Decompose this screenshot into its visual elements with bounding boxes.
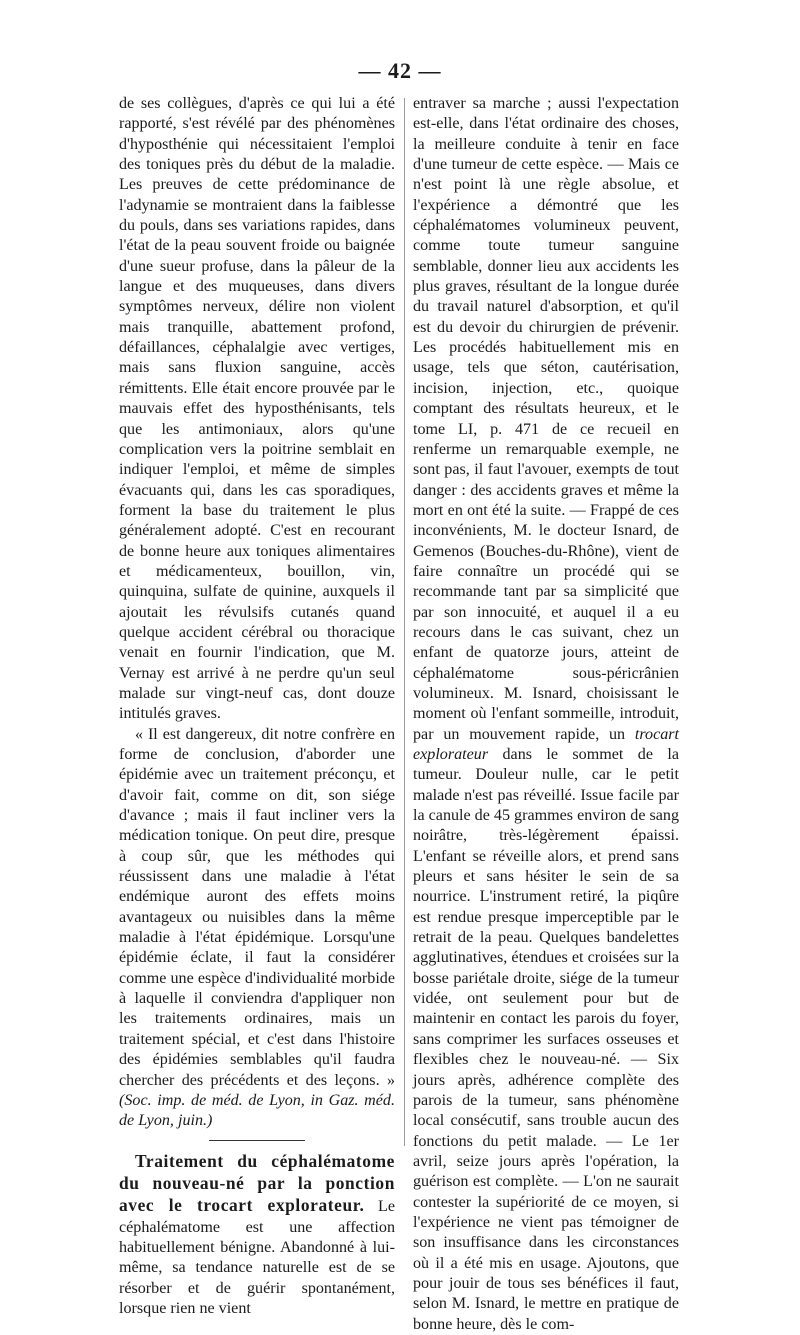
left-column	[119, 94, 395, 1319]
page-number: — 42 —	[358, 58, 442, 83]
right-paragraph	[413, 94, 679, 1335]
left-paragraph-2	[119, 725, 395, 1132]
trocart-explorateur-term: trocart explorateur	[413, 725, 680, 763]
section-paragraph	[119, 1151, 395, 1320]
right-text-part-1: entraver sa marche ; aussi l'expectation est-elle, dans l'état ordinaire des choses, la meilleure conduite à tenir en face d'une tumeur de cette espèce. — Mais ce n'est point là une règle absolue, et l'expérience a démontré que les céphalématomes volumineux peuvent, comme toute tumeur sanguine semblable, donner lieu aux accidents les plus graves, résultant de la longue durée du travail naturel d'absorption, et qu'il est du devoir du chirurgien de prévenir. Les procédés habituellement mis en usage, tels que séton, cautérisation, incision, injection, etc., quoique comptant des résultats heureux, et le tome LI, p. 471 de ce recueil en renferme un remarquable exemple, ne sont pas, il faut l'avouer, exempts de tout danger : des accidents graves et même la mort en ont été la suite. — Frappé de ces inconvénients, M. le docteur Isnard, de Gemenos (Bouches-du-Rhône), vient de faire connaître un procédé qui se recommande tant par sa simplicité que par son innocuité, et auquel il a eu recours dans le cas suivant, chez un enfant de quatorze jours, atteint de céphalématome sous-péricrânien volumineux. M. Isnard, choisissant le moment où l'enfant sommeille, introduit, par un mouvement rapide, un	[413, 95, 679, 743]
quoted-conclusion: « Il est dangereux, dit notre confrère en forme de conclusion, d'aborder une épidémie avec un traitement préconçu, et d'avoir fait, comme on dit, son siége d'avance ; mais il faut incliner vers la médication tonique. On peut dire, presque à coup sûr, que les méthodes qui réussissent dans une maladie à l'état endémique auront des effets moins avantageux ou nuisibles dans la même maladie à l'état épidémique. Lorsqu'une épidémie éclate, il faut la considérer comme une espèce d'individualité morbide à laquelle il conviendra d'appliquer non les traitements ordinaires, mais un traitement spécial, et c'est dans l'histoire des épidémies semblables qu'il faudra chercher des précédents et des leçons. »	[119, 725, 395, 1089]
left-paragraph-1: de ses collègues, d'après ce qui lui a été rapporté, s'est révélé par des phénomènes d'hyposthénie qui nécessitaient l'emploi des toniques près du début de la maladie. Les preuves de cette prédominance de l'adynamie se montraient dans la faiblesse du pouls, dans ses variations rapides, dans l'état de la peau souvent froide ou baignée d'une sueur profuse, dans la pâleur de la langue et des muqueuses, dans divers symptômes nerveux, délire non violent mais tranquille, abattement profond, défaillances, céphalalgie avec vertiges, mais sans fluxion sanguine, accès rémittents. Elle était encore prouvée par le mauvais effet des hyposthénisants, tels que les antimoniaux, alors qu'une complication vers la poitrine semblait en indiquer l'emploi, et même de simples évacuants qui, dans les cas sporadiques, forment la base du traitement le plus généralement adopté. C'est en recourant de bonne heure aux toniques alimentaires et médicamenteux, bouillon, vin, quinquina, sulfate de quinine, auxquels il ajoutait les révulsifs cutanés quand quelque accident cérébral ou thoracique venait en fournir l'indication, que M. Vernay est arrivé à ne perdre qu'un seul malade sur vingt-neuf cas, dont douze intitulés graves.	[119, 95, 395, 723]
column-divider	[404, 98, 405, 1146]
right-text-part-2: dans le sommet de la tumeur. Douleur nulle, car le petit malade n'est pas réveillé. Issue facile par la canule de 45 grammes environ de sang noirâtre, très-légèrement épaissi. L'enfant se réveille alors, et prend sans pleurs et sans hésiter le sein de sa nourrice. L'instrument retiré, la piqûre est rendue presque imperceptible par le retrait de la peau. Quelques bandelettes agglutinatives, étendues et croisées sur la bosse pariétale droite, siége de la tumeur vidée, ont seulement pour but de maintenir en contact les parois du foyer, sans comprimer les surfaces osseuses et flexibles chez le nouveau-né. — Six jours après, adhérence complète des parois de la tumeur, sans phénomène local consécutif, sans trouble aucun des fonctions du petit malade. — Le 1er avril, seize jours après l'opération, la guérison est complète. — L'on ne saurait contester la supériorité de ce moyen, si l'expérience ne vient pas témoigner de son insuffisance dans les circonstances où il a été mis en usage. Ajoutons, que pour jouir de tous ses bénéfices il faut, selon M. Isnard, le mettre en pratique de bonne heure, dès le com-	[413, 746, 679, 1333]
right-column	[413, 94, 679, 1335]
section-divider	[209, 1140, 305, 1141]
source-citation: (Soc. imp. de méd. de Lyon, in Gaz. méd. de Lyon, juin.)	[119, 1091, 395, 1130]
section-intro: Le céphalématome est une affection habituellement bénigne. Abandonné à lui-même, sa tendance naturelle est de se résorber et de guérir spontanément, lorsque rien ne vient	[119, 1198, 395, 1317]
section-title: Traitement du céphalématome du nouveau-né par la ponction avec le trocart explorateur.	[119, 1150, 395, 1216]
